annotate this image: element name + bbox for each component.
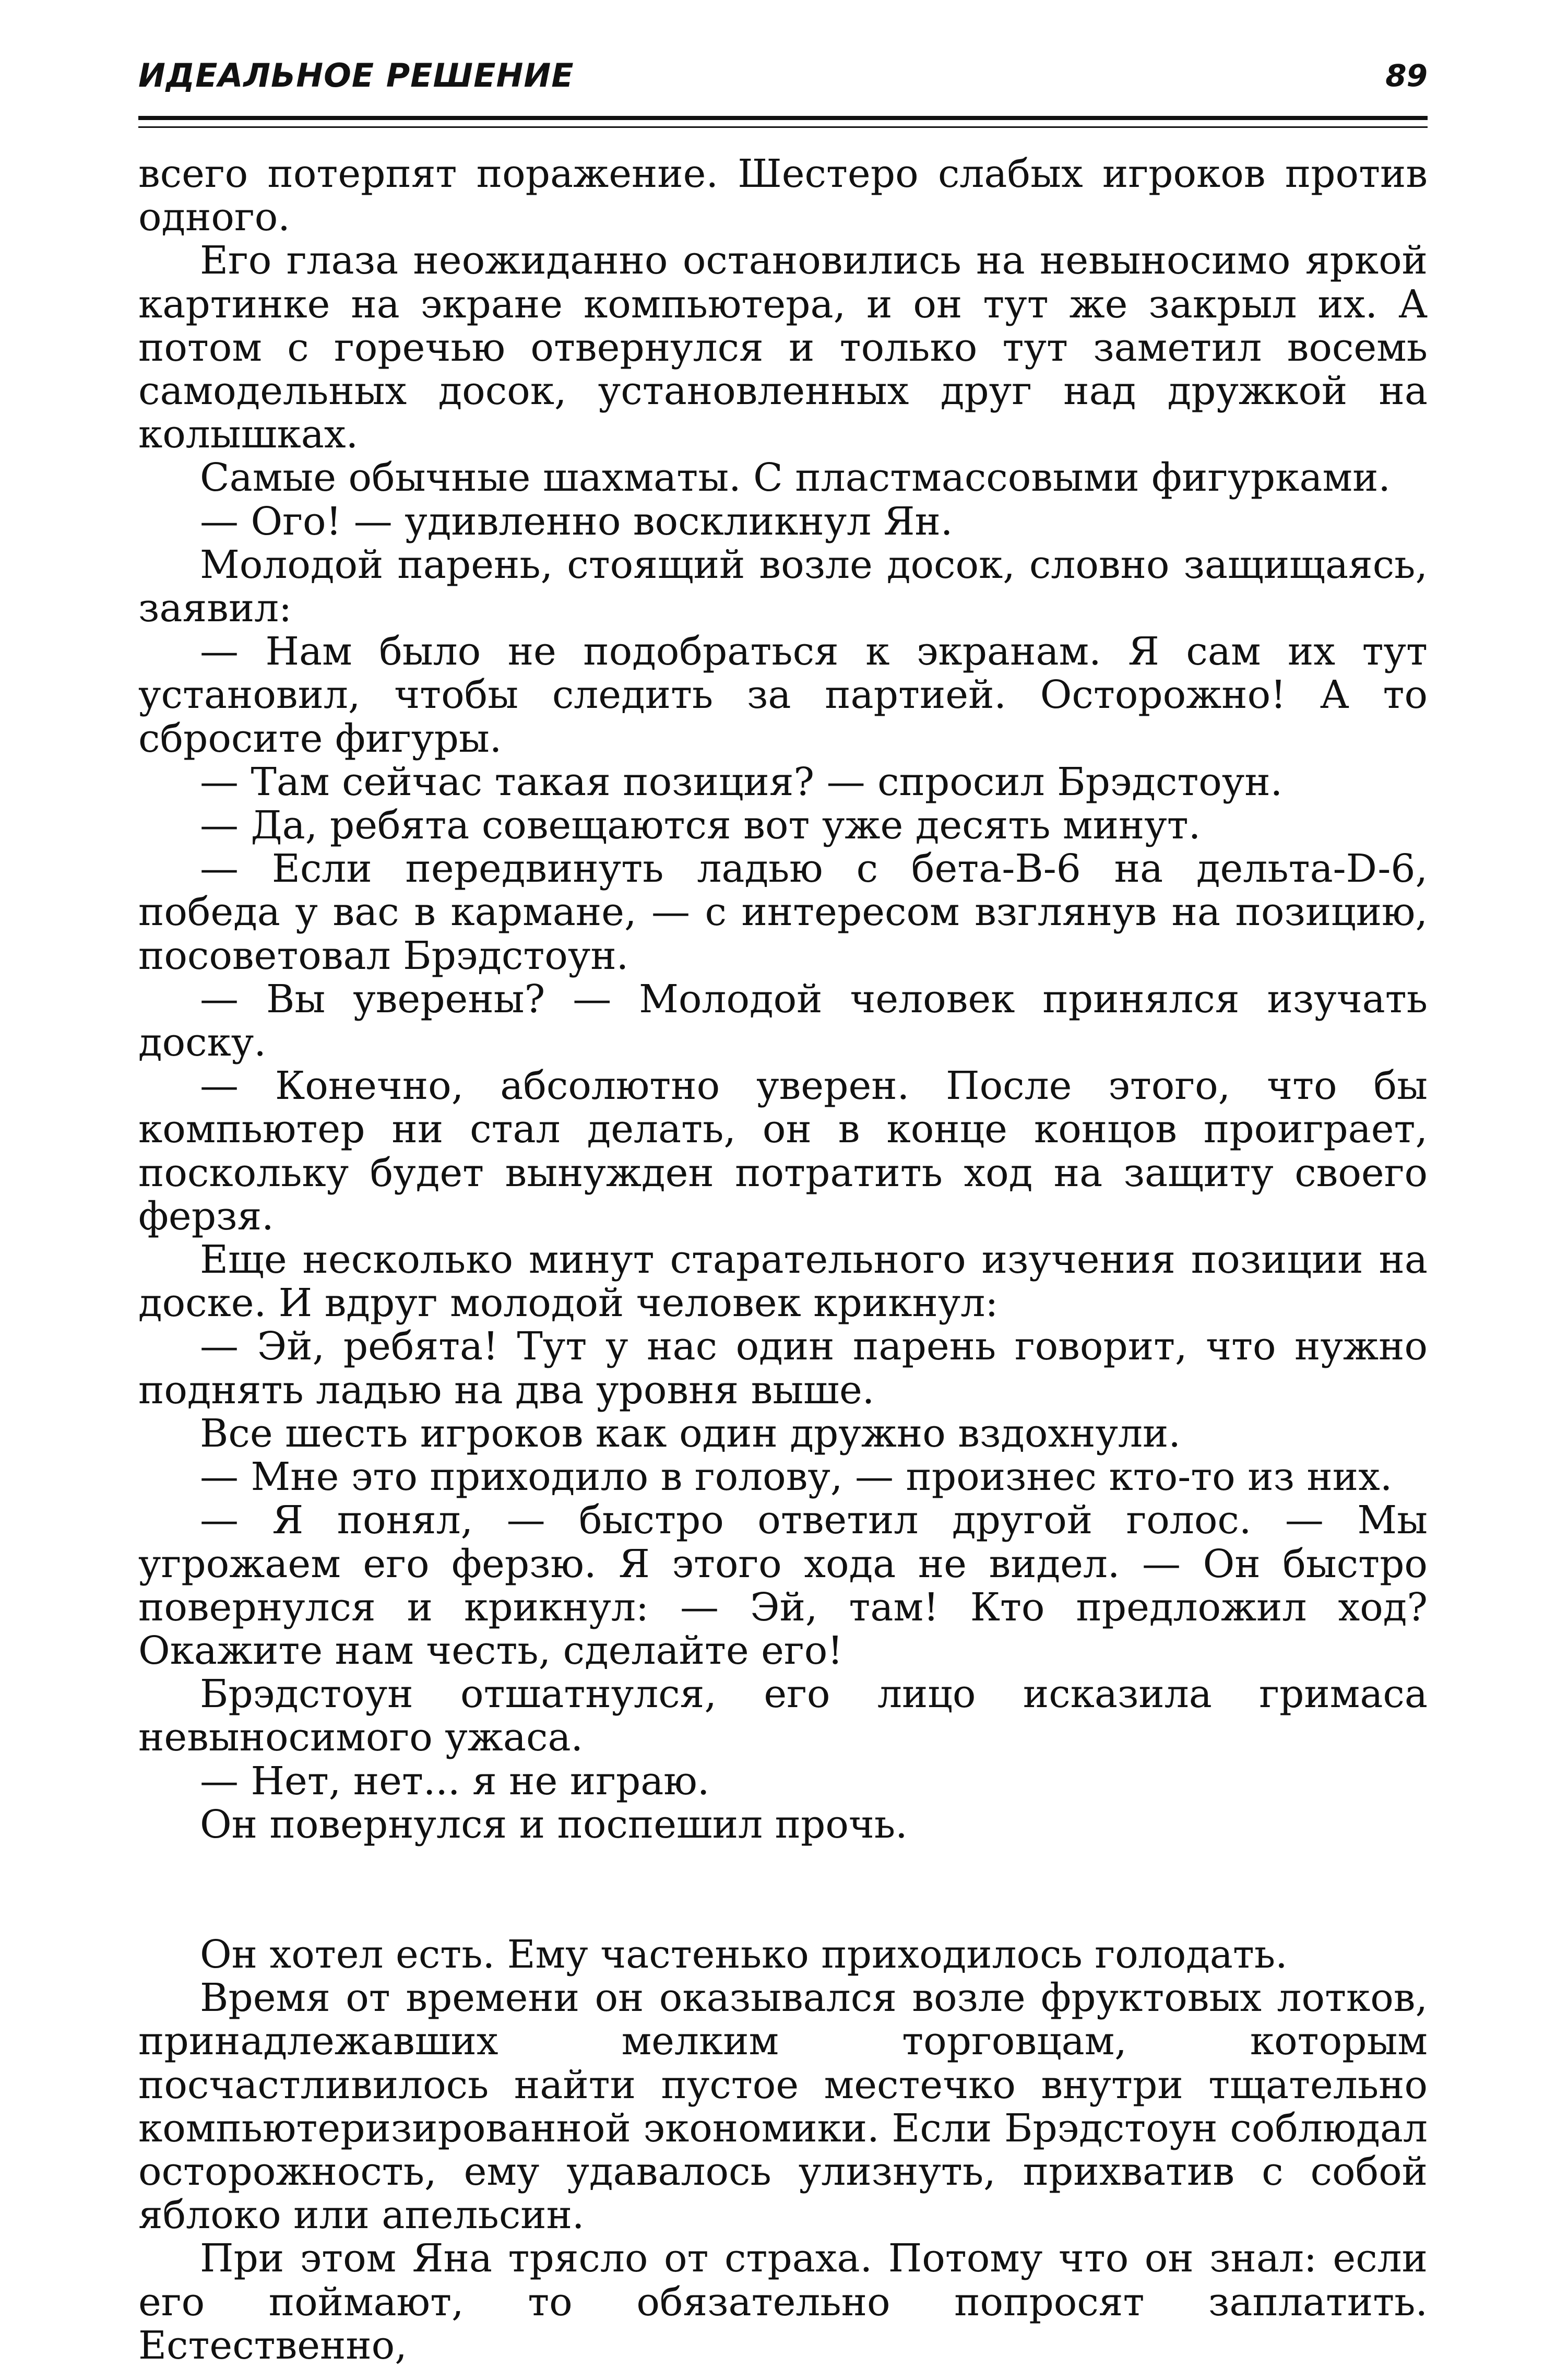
header-rule-thick xyxy=(138,116,1428,120)
paragraph: Молодой парень, стоящий возле досок, словно защищаясь, заявил: xyxy=(138,542,1428,631)
paragraph: Он повернулся и поспешил прочь. xyxy=(200,1802,908,1847)
paragraph: При этом Яна трясло от страха. Потому что он знал: если его поймают, то обязательно попросят заплатить. Естественно, xyxy=(138,2236,1428,2368)
paragraph: Он хотел есть. Ему частенько приходилось голодать. xyxy=(200,1932,1288,1977)
paragraph: Еще несколько минут старательного изучения позиции на доске. И вдруг молодой человек крикнул: xyxy=(138,1237,1428,1326)
running-title: ИДЕАЛЬНОЕ РЕШЕНИЕ xyxy=(138,56,574,94)
paragraph: — Там сейчас такая позиция? — спросил Брэдстоун. xyxy=(200,759,1283,804)
body-text xyxy=(138,152,1428,2367)
paragraph: — Вы уверены? — Молодой человек принялся изучать доску. xyxy=(138,976,1428,1065)
paragraph: — Мне это приходило в голову, — произнес кто-то из них. xyxy=(200,1454,1393,1500)
paragraph: — Если передвинуть ладью с бета-В-6 на дельта-D-6, победа у вас в кармане, — с интересом взглянув на позицию, посоветовал Брэдстоун. xyxy=(138,846,1428,978)
header-rule-thin xyxy=(138,126,1428,128)
paragraph: — Нам было не подобраться к экранам. Я сам их тут установил, чтобы следить за партией. Осторожно! А то сбросите фигуры. xyxy=(138,629,1428,761)
paragraph: Брэдстоун отшатнулся, его лицо исказила гримаса невыносимого ужаса. xyxy=(138,1672,1428,1760)
page-header xyxy=(138,52,1428,99)
paragraph: Все шесть игроков как один дружно вздохнули. xyxy=(200,1411,1181,1456)
paragraph: — Я понял, — быстро ответил другой голос. — Мы угрожаем его ферзю. Я этого хода не видел. — Он быстро повернулся и крикнул: — Эй, там! Кто предложил ход? Окажите нам честь, сделайте его! xyxy=(138,1498,1428,1673)
paragraph: Его глаза неожиданно остановились на невыносимо яркой картинке на экране компьютера, и он тут же закрыл их. А потом с горечью отвернулся и только тут заметил восемь самодельных досок, установленных друг над дружкой на колышках. xyxy=(138,238,1428,457)
paragraph: — Да, ребята совещаются вот уже десять минут. xyxy=(200,803,1201,848)
paragraph: — Эй, ребята! Тут у нас один парень говорит, что нужно поднять ладью на два уровня выше. xyxy=(138,1324,1428,1413)
section-one xyxy=(138,152,1428,1846)
paragraph: Время от времени он оказывался возле фруктовых лотков, принадлежавших мелким торговцам, которым посчастливилось найти пустое местечко внутри тщательно компьютеризированной экономики. Если Брэдстоун соблюдал осторожность, ему удавалось улизнуть, прихватив с собой яблоко или апельсин. xyxy=(138,1975,1428,2238)
paragraph: — Нет, нет... я не играю. xyxy=(200,1758,710,1804)
section-break xyxy=(138,1846,1428,1933)
paragraph: всего потерпят поражение. Шестеро слабых игроков против одного. xyxy=(138,151,1428,240)
paragraph: — Конечно, абсолютно уверен. После этого, что бы компьютер ни стал делать, он в конце концов проиграет, поскольку будет вынужден потратить ход на защиту своего ферзя. xyxy=(138,1063,1428,1239)
page-number: 89 xyxy=(1385,58,1428,93)
paragraph: Самые обычные шахматы. С пластмассовыми фигурками. xyxy=(200,455,1391,501)
section-two xyxy=(138,1933,1428,2367)
paragraph: — Ого! — удивленно воскликнул Ян. xyxy=(200,499,953,544)
